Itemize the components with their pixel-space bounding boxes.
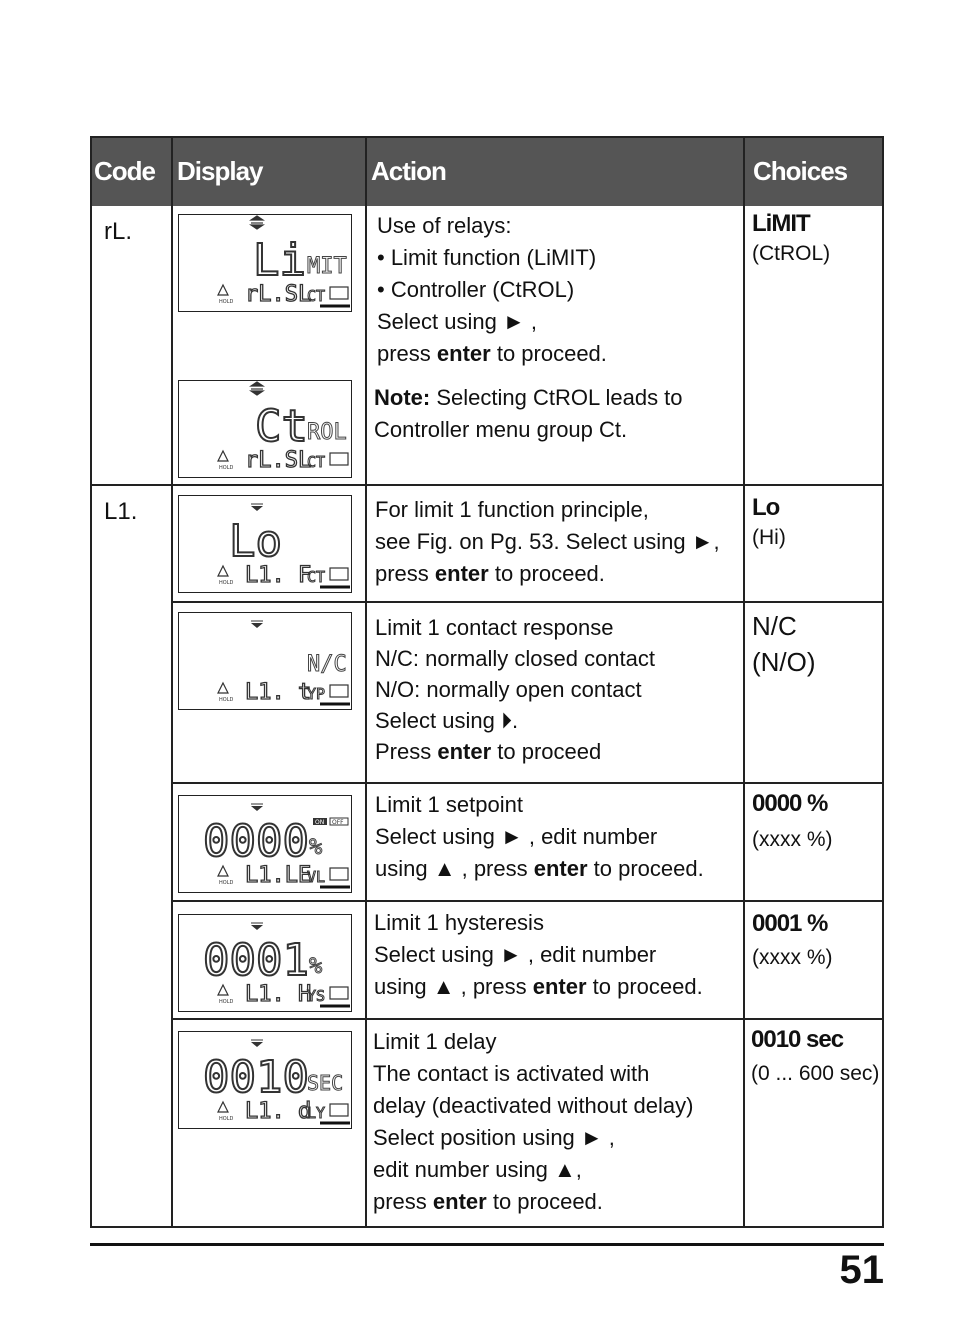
action-l1-function: For limit 1 function principle, see Fig. on Pg. 53. Select using ►, press enter to proceed. — [375, 497, 720, 586]
svg-text:OFF: OFF — [332, 819, 344, 826]
svg-text:0000: 0000 — [203, 816, 309, 867]
header-code: Code — [90, 136, 171, 206]
choices-l1-delay: 0010 sec (0 ... 600 sec) — [751, 1026, 880, 1085]
svg-text:rL.SL: rL.SL — [245, 448, 312, 473]
svg-text:SEC: SEC — [307, 1071, 344, 1095]
svg-text:HOLD: HOLD — [219, 465, 234, 471]
svg-text:%: % — [309, 954, 323, 979]
choices-rl: LiMIT (CtROL) — [752, 210, 831, 265]
svg-text:N/C: N/C — [307, 652, 347, 677]
lcd-main-text: Li — [253, 235, 306, 286]
svg-text:HOLD: HOLD — [219, 697, 234, 703]
choices-l1-contact: N/C (N/O) — [752, 611, 816, 677]
note-rl: Note: Selecting CtROL leads to Controller menu group Ct. — [374, 385, 683, 442]
lcd-display-limit — [178, 214, 352, 312]
settings-table — [90, 136, 884, 1228]
svg-text:CT: CT — [307, 568, 326, 586]
page-number: 51 — [839, 1248, 884, 1292]
choices-l1-function: Lo (Hi) — [752, 494, 786, 549]
svg-text:YS: YS — [307, 987, 326, 1005]
svg-text:Ct: Ct — [255, 401, 308, 452]
svg-text:L1. d: L1. d — [245, 1099, 312, 1124]
svg-text:HOLD: HOLD — [219, 299, 234, 305]
svg-text:HOLD: HOLD — [219, 880, 234, 886]
svg-text:YP: YP — [307, 685, 326, 703]
code-l1: L1. — [104, 498, 138, 525]
svg-text:ROL: ROL — [307, 420, 347, 445]
svg-text:0001: 0001 — [203, 935, 309, 986]
lcd-display-setpoint — [178, 795, 352, 893]
svg-text:LY: LY — [307, 1104, 326, 1122]
action-l1-delay: Limit 1 delay The contact is activated with delay (deactivated without delay) Select position using ► , edit number using ▲, press enter to proceed. — [373, 1029, 694, 1214]
svg-text:HOLD: HOLD — [219, 580, 234, 586]
header-display: Display — [173, 136, 365, 206]
svg-text:MIT: MIT — [307, 254, 347, 279]
svg-text:L1.LE: L1.LE — [245, 863, 312, 888]
svg-text:VL: VL — [307, 868, 326, 886]
action-l1-setpoint: Limit 1 setpoint Select using ► , edit number using ▲ , press enter to proceed. — [375, 792, 704, 881]
lcd-display-nc — [178, 612, 352, 710]
svg-text:0010: 0010 — [203, 1052, 309, 1103]
action-l1-hysteresis: Limit 1 hysteresis Select using ► , edit number using ▲ , press enter to proceed. — [374, 910, 703, 999]
svg-text:CT: CT — [307, 453, 326, 471]
svg-text:HOLD: HOLD — [219, 1116, 234, 1122]
choices-l1-setpoint: 0000 % (xxxx %) — [752, 790, 833, 851]
svg-text:rL.SL: rL.SL — [245, 282, 312, 307]
svg-text:L1. t: L1. t — [245, 680, 312, 705]
lcd-display-delay — [178, 1031, 352, 1129]
svg-text:Lo: Lo — [229, 516, 282, 567]
lcd-display-control — [178, 380, 352, 478]
svg-text:%: % — [309, 835, 323, 860]
action-l1-contact: Limit 1 contact response N/C: normally closed contact N/O: normally open contact Select using ⏵. Press enter to proceed — [375, 615, 655, 764]
footer-rule — [90, 1243, 884, 1246]
svg-text:HOLD: HOLD — [219, 999, 234, 1005]
svg-text:ON: ON — [315, 819, 325, 826]
code-rl: rL. — [104, 218, 133, 245]
svg-text:L1. F: L1. F — [245, 563, 312, 588]
header-choices: Choices — [745, 136, 884, 206]
lcd-display-lo — [178, 495, 352, 593]
choices-l1-hysteresis: 0001 % (xxxx %) — [752, 910, 833, 969]
header-action: Action — [367, 136, 743, 206]
lcd-display-hysteresis — [178, 914, 352, 1012]
svg-text:CT: CT — [307, 287, 326, 305]
svg-text:L1. H: L1. H — [245, 982, 312, 1007]
action-rl: Use of relays: • Limit function (LiMIT) • Controller (CtROL) Select using ► , press enter to proceed. — [377, 213, 607, 366]
